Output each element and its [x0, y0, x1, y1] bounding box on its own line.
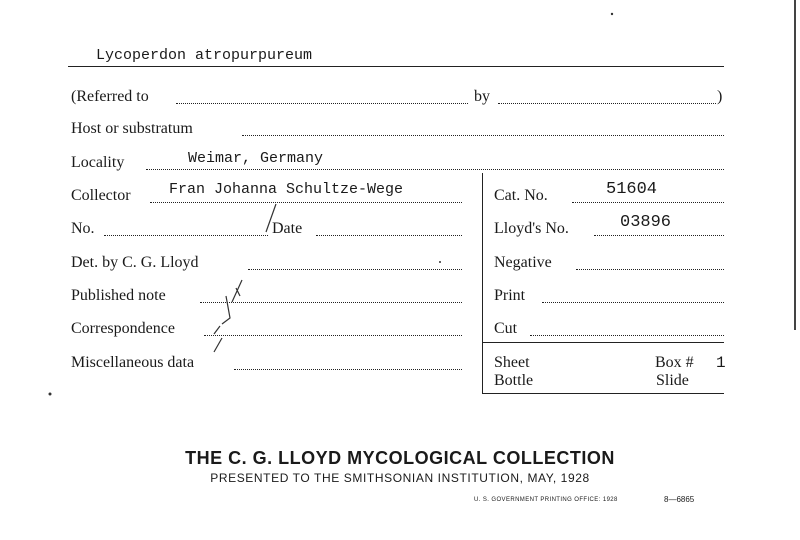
- cut-line: [530, 335, 724, 336]
- negative-line: [576, 269, 724, 270]
- sheet-label: Sheet: [494, 354, 530, 371]
- locality-line: [146, 169, 724, 170]
- form-code: 8—6865: [664, 495, 695, 504]
- misc-label: Miscellaneous data: [71, 354, 195, 371]
- referred-line: [176, 103, 468, 104]
- date-line: [316, 235, 462, 236]
- slide-label: Slide: [656, 372, 689, 389]
- printer-line: U. S. GOVERNMENT PRINTING OFFICE: 1928: [474, 497, 618, 503]
- cat-no-value: 51604: [606, 180, 658, 199]
- det-label: Det. by C. G. Lloyd: [71, 254, 199, 271]
- cut-label: Cut: [494, 320, 518, 337]
- collection-subtitle: PRESENTED TO THE SMITHSONIAN INSTITUTION, MAY, 1928: [210, 471, 590, 485]
- locality-label: Locality: [71, 154, 125, 171]
- misc-line: [234, 369, 462, 370]
- by-line: [498, 103, 716, 104]
- cut-rule: [482, 342, 724, 343]
- cat-no-label: Cat. No.: [494, 187, 548, 204]
- no-line: [104, 235, 268, 236]
- collection-title: THE C. G. LLOYD MYCOLOGICAL COLLECTION: [185, 448, 615, 468]
- catalog-box-left: [482, 173, 483, 393]
- close-paren: ): [717, 88, 723, 105]
- referred-label: (Referred to: [71, 88, 149, 105]
- print-label: Print: [494, 287, 526, 304]
- box-value: 1: [716, 354, 726, 372]
- locality-value: Weimar, Germany: [188, 150, 324, 167]
- lloyd-no-label: Lloyd's No.: [494, 220, 569, 237]
- det-line: [248, 269, 462, 270]
- host-label: Host or substratum: [71, 120, 193, 137]
- cat-no-line: [572, 202, 724, 203]
- top-rule: [68, 66, 724, 67]
- by-label: by: [474, 88, 490, 105]
- published-line: [200, 302, 462, 303]
- box-label: Box #: [655, 354, 694, 371]
- date-label: Date: [272, 220, 303, 237]
- collector-line: [150, 202, 462, 203]
- lloyd-no-value: 03896: [620, 213, 672, 232]
- correspondence-line: [204, 335, 462, 336]
- negative-label: Negative: [494, 254, 552, 271]
- correspondence-label: Correspondence: [71, 320, 175, 337]
- bottle-label: Bottle: [494, 372, 534, 389]
- lloyd-no-line: [594, 235, 724, 236]
- collector-label: Collector: [71, 187, 131, 204]
- published-label: Published note: [71, 287, 166, 304]
- catalog-box-bottom: [482, 393, 724, 394]
- host-line: [242, 135, 724, 136]
- no-label: No.: [71, 220, 95, 237]
- edge-mark: [794, 0, 796, 330]
- print-line: [542, 302, 724, 303]
- collector-value: Fran Johanna Schultze-Wege: [169, 181, 404, 198]
- species-name: Lycoperdon atropurpureum: [96, 47, 313, 64]
